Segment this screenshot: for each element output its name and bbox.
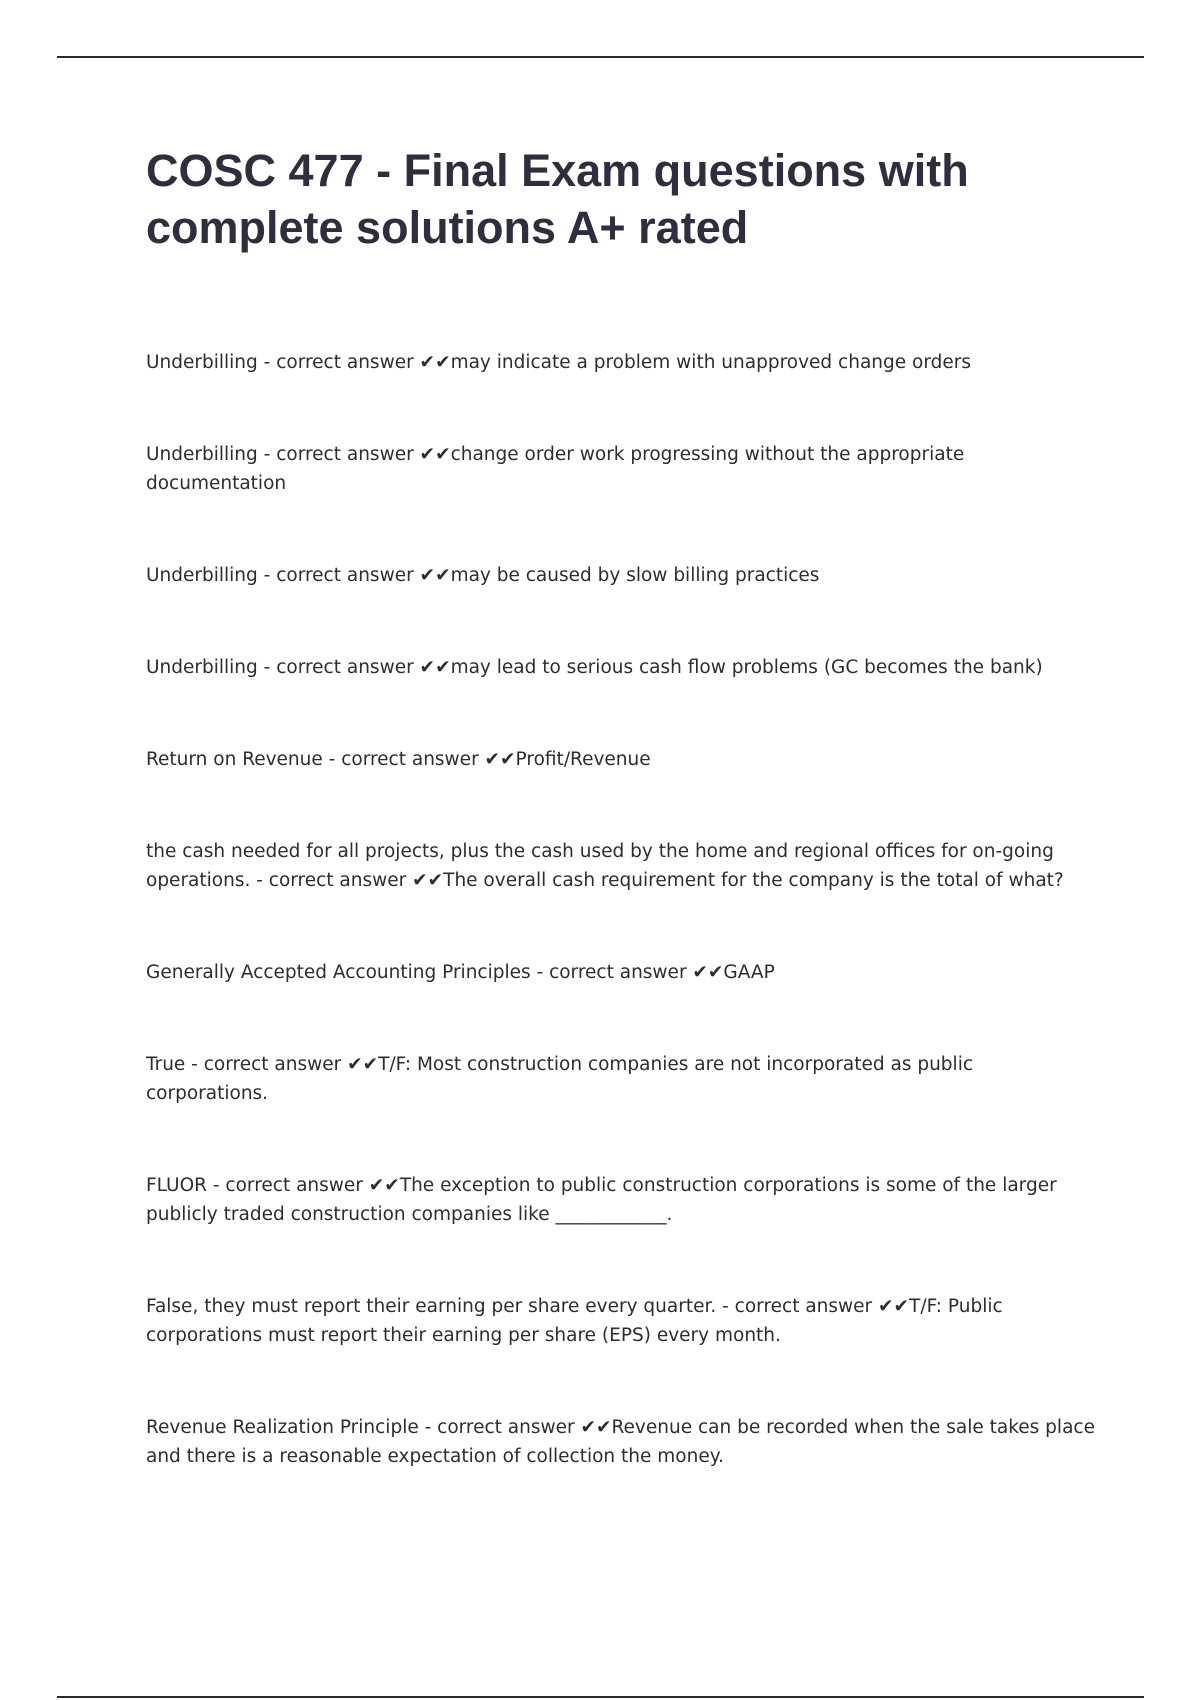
qa-item: FLUOR - correct answer ✔✔The exception to public construction corporations is some of the larger publicly traded construction companies like ____________.	[146, 1175, 1057, 1225]
footer-divider	[57, 1696, 1144, 1698]
qa-item: Underbilling - correct answer ✔✔change order work progressing without the appropriate documentation	[146, 444, 965, 494]
header-divider	[57, 56, 1144, 58]
qa-item: Revenue Realization Principle - correct answer ✔✔Revenue can be recorded when the sale takes place and there is a reasonable expectation of collection the money.	[146, 1417, 1095, 1467]
qa-item: Underbilling - correct answer ✔✔may indicate a problem with unapproved change orders	[146, 352, 971, 373]
qa-item: Generally Accepted Accounting Principles - correct answer ✔✔GAAP	[146, 962, 775, 983]
qa-item: True - correct answer ✔✔T/F: Most construction companies are not incorporated as public corporations.	[146, 1054, 973, 1104]
qa-item: Underbilling - correct answer ✔✔may lead to serious cash flow problems (GC becomes the bank)	[146, 657, 1043, 678]
page-title: COSC 477 - Final Exam questions with complete solutions A+ rated	[146, 145, 969, 253]
qa-list	[146, 348, 1096, 1534]
qa-item: Underbilling - correct answer ✔✔may be caused by slow billing practices	[146, 565, 820, 586]
qa-item: False, they must report their earning per share every quarter. - correct answer ✔✔T/F: Public corporations must report their earning per share (EPS) every month.	[146, 1296, 1003, 1346]
qa-item: Return on Revenue - correct answer ✔✔Profit/Revenue	[146, 749, 651, 770]
qa-item: the cash needed for all projects, plus the cash used by the home and regional offices for on-going operations. - correct answer ✔✔The overall cash requirement for the company is the total of what?	[146, 841, 1064, 891]
